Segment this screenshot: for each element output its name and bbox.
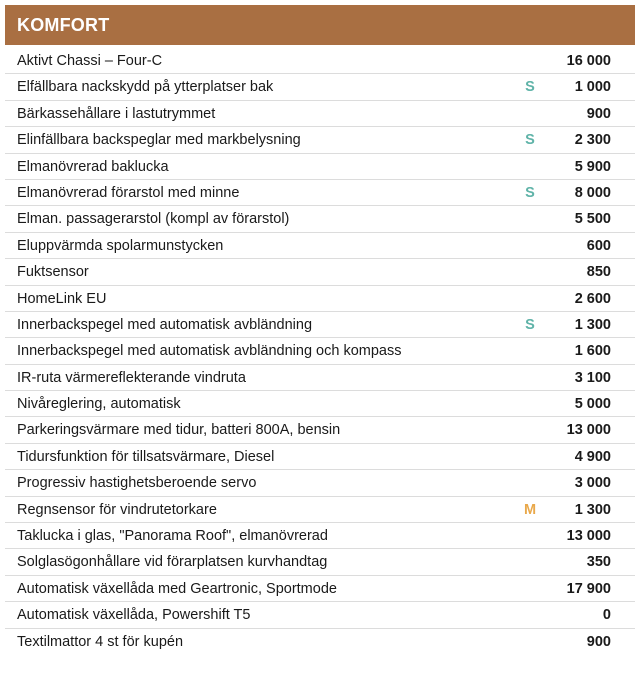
item-marker: S xyxy=(525,184,535,201)
item-price: 850 xyxy=(586,264,611,281)
item-name: Bärkassehållare i lastutrymmet xyxy=(17,105,216,122)
section-title: KOMFORT xyxy=(17,14,110,35)
table-row xyxy=(5,470,635,496)
item-price: 1 000 xyxy=(574,79,611,96)
table-row xyxy=(5,127,635,153)
item-price: 600 xyxy=(586,237,611,254)
item-name: Taklucka i glas, "Panorama Roof", elmanövrerad xyxy=(17,528,328,545)
table-row xyxy=(5,286,635,312)
item-price: 3 100 xyxy=(574,369,611,386)
table-row xyxy=(5,154,635,180)
item-price: 1 600 xyxy=(574,343,611,360)
item-price: 900 xyxy=(586,105,611,122)
item-name: Textilmattor 4 st för kupén xyxy=(17,633,184,650)
table-row xyxy=(5,497,635,523)
item-marker: S xyxy=(525,316,535,333)
item-price: 1 300 xyxy=(574,501,611,518)
item-name: Automatisk växellåda med Geartronic, Sportmode xyxy=(17,580,337,597)
item-name: Fuktsensor xyxy=(17,264,89,281)
table-row xyxy=(5,602,635,628)
item-name: Tidursfunktion för tillsatsvärmare, Diesel xyxy=(17,448,275,465)
table-row xyxy=(5,549,635,575)
item-price: 5 000 xyxy=(574,396,611,413)
item-name: Nivåreglering, automatisk xyxy=(17,396,181,413)
item-price: 13 000 xyxy=(566,528,611,545)
item-price: 1 300 xyxy=(574,316,611,333)
table-row xyxy=(5,417,635,443)
item-price: 5 900 xyxy=(574,158,611,175)
item-name: Regnsensor för vindrutetorkare xyxy=(17,501,217,518)
item-price: 16 000 xyxy=(566,53,611,69)
item-name: Eluppvärmda spolarmunstycken xyxy=(17,237,224,254)
table-row xyxy=(5,259,635,285)
price-list xyxy=(5,5,635,655)
item-price: 17 900 xyxy=(566,580,611,597)
item-marker: S xyxy=(525,132,535,149)
item-name: Automatisk växellåda, Powershift T5 xyxy=(17,607,251,624)
item-name: Innerbackspegel med automatisk avbländning och kompass xyxy=(17,343,402,360)
table-row xyxy=(5,576,635,602)
table-row xyxy=(5,206,635,232)
table-row xyxy=(5,233,635,259)
item-price: 5 500 xyxy=(574,211,611,228)
item-price: 2 300 xyxy=(574,132,611,149)
table-row xyxy=(5,338,635,364)
item-name: Elmanövrerad förarstol med minne xyxy=(17,184,240,201)
table-row xyxy=(5,444,635,470)
table-row xyxy=(5,101,635,127)
table-row xyxy=(5,391,635,417)
table-row xyxy=(5,523,635,549)
table-row xyxy=(5,629,635,655)
table-row xyxy=(5,74,635,100)
item-price: 8 000 xyxy=(574,184,611,201)
table-row xyxy=(5,48,635,74)
item-name: Solglasögonhållare vid förarplatsen kurvhandtag xyxy=(17,554,328,571)
section-header xyxy=(5,5,635,45)
item-price: 13 000 xyxy=(566,422,611,439)
item-name: Elmanövrerad baklucka xyxy=(17,158,169,175)
item-price: 0 xyxy=(602,607,611,624)
item-name: Progressiv hastighetsberoende servo xyxy=(17,475,257,492)
table-row xyxy=(5,180,635,206)
table-row xyxy=(5,312,635,338)
item-price: 2 600 xyxy=(574,290,611,307)
item-name: Elman. passagerarstol (kompl av förarstol) xyxy=(17,211,290,228)
item-name: HomeLink EU xyxy=(17,290,107,307)
item-name: IR-ruta värmereflekterande vindruta xyxy=(17,369,246,386)
item-name: Parkeringsvärmare med tidur, batteri 800A, bensin xyxy=(17,422,341,439)
item-name: Elinfällbara backspeglar med markbelysning xyxy=(17,132,301,149)
item-price: 4 900 xyxy=(574,448,611,465)
item-price: 900 xyxy=(586,633,611,650)
item-name: Elfällbara nackskydd på ytterplatser bak xyxy=(17,79,274,96)
item-price: 350 xyxy=(586,554,611,571)
item-name: Aktivt Chassi – Four-C xyxy=(17,53,163,69)
item-marker: M xyxy=(523,501,537,518)
item-price: 3 000 xyxy=(574,475,611,492)
item-list xyxy=(5,48,635,655)
table-row xyxy=(5,365,635,391)
item-marker: S xyxy=(525,79,535,96)
item-name: Innerbackspegel med automatisk avbländning xyxy=(17,316,313,333)
